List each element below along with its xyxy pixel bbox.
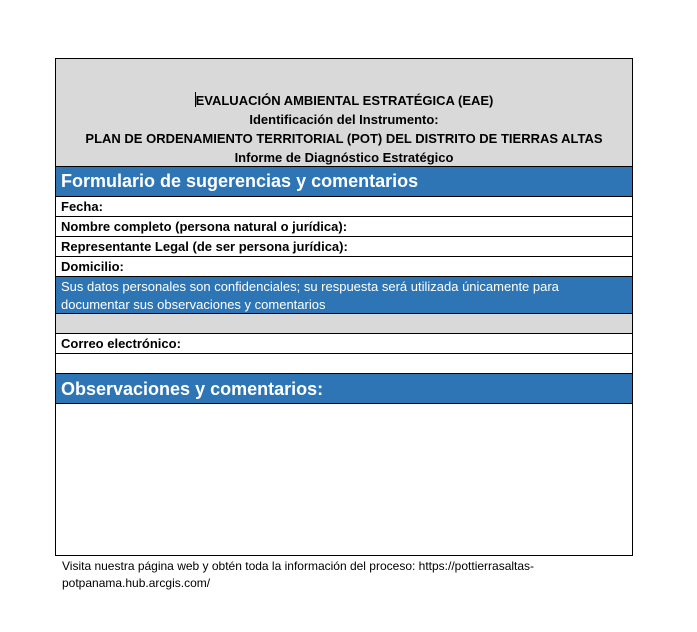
footer-note: Visita nuestra página web y obtén toda la información del proceso: https://pottierrasaltas-potpanama.hub.arcgis.com/: [62, 559, 535, 590]
nombre-label: Nombre completo (persona natural o jurídica):: [61, 219, 348, 234]
form-sheet: [55, 58, 633, 556]
domicilio-field[interactable]: [56, 257, 632, 277]
representante-field[interactable]: [56, 237, 632, 257]
header-line-1-wrap: [56, 91, 632, 110]
observations-area[interactable]: [56, 404, 632, 555]
domicilio-label: Domicilio:: [61, 259, 124, 274]
header-plan-name: PLAN DE ORDENAMIENTO TERRITORIAL (POT) DEL DISTRITO DE TIERRAS ALTAS: [85, 131, 603, 146]
fecha-field[interactable]: [56, 197, 632, 217]
correo-field[interactable]: [56, 334, 632, 354]
representante-label: Representante Legal (de ser persona jurídica):: [61, 239, 348, 254]
form-title-band: [56, 167, 632, 197]
privacy-notice-band: [56, 277, 632, 314]
header-report-name: Informe de Diagnóstico Estratégico: [234, 150, 454, 165]
header-subtitle: Identificación del Instrumento:: [249, 112, 439, 127]
fecha-label: Fecha:: [61, 199, 103, 214]
privacy-notice: Sus datos personales son confidenciales; su respuesta será utilizada únicamente para documentar sus observaciones y comentarios: [61, 279, 559, 312]
observations-title: Observaciones y comentarios:: [61, 379, 324, 399]
blank-gray-row: [56, 314, 632, 334]
observations-title-band: [56, 374, 632, 404]
header-title: EVALUACIÓN AMBIENTAL ESTRATÉGICA (EAE): [195, 93, 494, 108]
blank-row[interactable]: [56, 354, 632, 374]
nombre-field[interactable]: [56, 217, 632, 237]
correo-label: Correo electrónico:: [61, 336, 181, 351]
document-header: [56, 59, 632, 167]
form-title: Formulario de sugerencias y comentarios: [61, 171, 419, 191]
